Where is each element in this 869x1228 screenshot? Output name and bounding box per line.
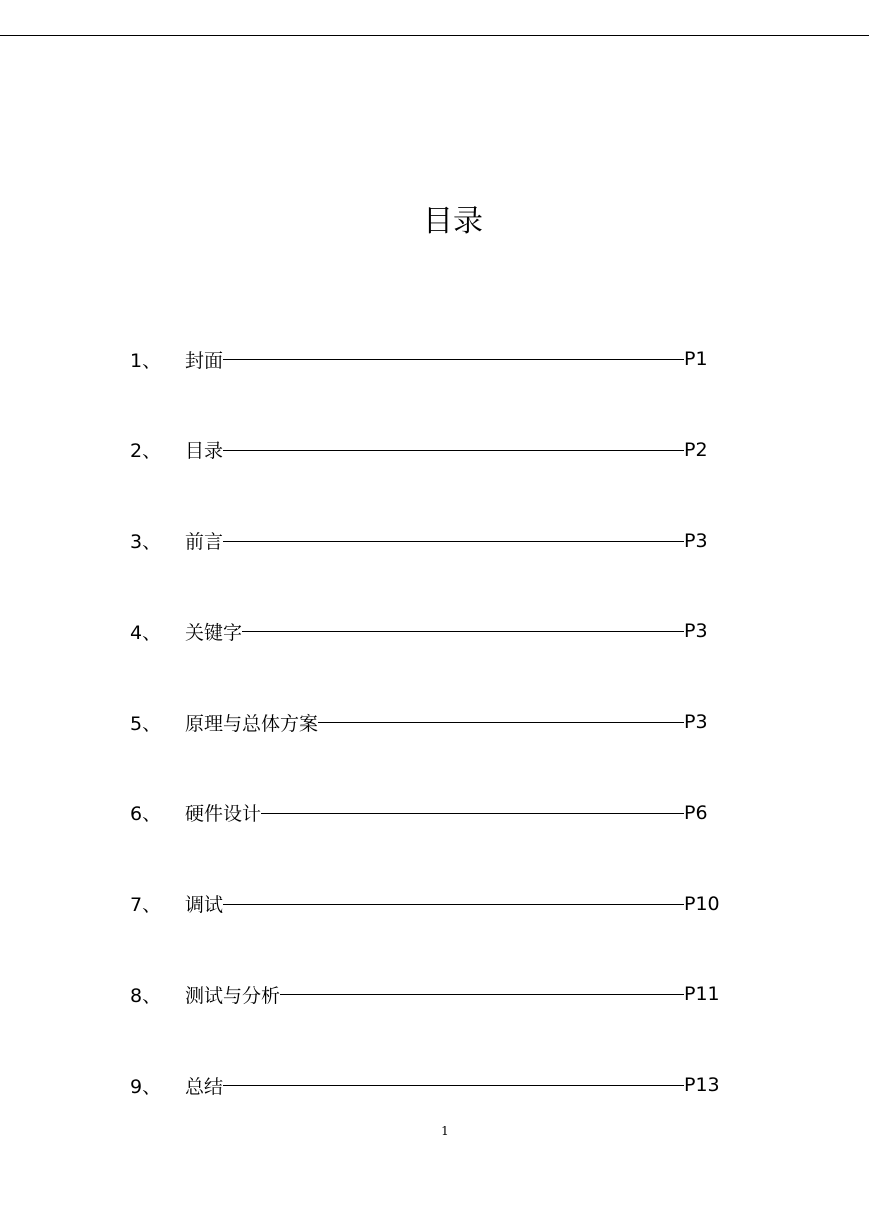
toc-entry-number: 5、	[130, 712, 162, 735]
table-of-contents	[130, 344, 730, 1161]
toc-leader-line	[223, 359, 684, 360]
toc-leader-line	[242, 631, 684, 632]
toc-entry-title: 关键字	[185, 621, 243, 644]
page-title: 目录	[423, 204, 483, 239]
toc-leader-line	[318, 722, 684, 723]
toc-entry[interactable]	[130, 616, 730, 646]
toc-entry-number: 7、	[130, 894, 162, 916]
toc-entry-title: 封面	[185, 349, 224, 372]
toc-entry[interactable]	[130, 435, 730, 465]
toc-entry-page: P11	[684, 983, 720, 1006]
toc-entry[interactable]	[130, 526, 730, 556]
toc-entry-title: 调试	[185, 894, 224, 916]
toc-entry[interactable]	[130, 707, 730, 737]
toc-leader-line	[223, 904, 684, 905]
toc-entry-title: 总结	[185, 1075, 224, 1098]
toc-entry-title: 测试与分析	[185, 984, 281, 1007]
toc-entry[interactable]	[130, 1070, 730, 1100]
toc-entry-page: P1	[684, 348, 708, 370]
page-number: 1	[441, 1124, 449, 1138]
toc-entry-page: P3	[684, 711, 708, 733]
toc-entry-page: P6	[684, 801, 708, 824]
toc-entry-page: P10	[684, 892, 720, 915]
toc-entry-number: 6、	[130, 803, 162, 826]
toc-leader-line	[223, 450, 684, 451]
header-rule	[0, 35, 869, 36]
toc-leader-line	[261, 813, 684, 814]
toc-leader-line	[223, 1085, 684, 1086]
toc-entry-number: 8、	[130, 984, 162, 1007]
toc-leader-line	[280, 994, 684, 995]
toc-entry-number: 1、	[130, 349, 162, 372]
toc-entry[interactable]	[130, 798, 730, 828]
toc-entry[interactable]	[130, 979, 730, 1009]
toc-entry[interactable]	[130, 344, 730, 374]
toc-entry-title: 目录	[185, 440, 224, 463]
toc-entry-number: 3、	[130, 531, 162, 553]
toc-entry-page: P3	[684, 529, 708, 552]
toc-entry-number: 9、	[130, 1075, 162, 1098]
toc-entry-title: 前言	[185, 531, 224, 553]
toc-leader-line	[223, 541, 684, 542]
toc-entry-page: P2	[684, 438, 708, 461]
toc-entry-page: P3	[684, 620, 708, 643]
toc-entry-page: P13	[684, 1074, 720, 1096]
toc-entry-title: 原理与总体方案	[185, 712, 319, 735]
toc-entry-title: 硬件设计	[185, 803, 262, 826]
toc-entry-number: 2、	[130, 440, 162, 463]
toc-entry-number: 4、	[130, 621, 162, 644]
toc-entry[interactable]	[130, 889, 730, 919]
